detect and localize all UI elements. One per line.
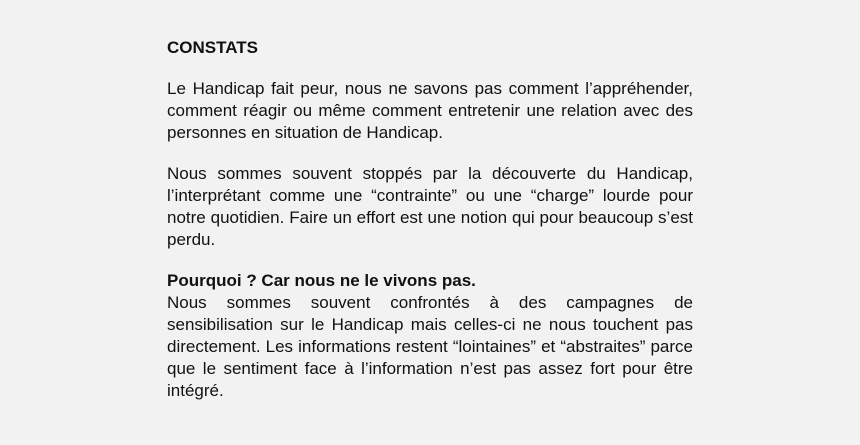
section-heading: CONSTATS <box>167 38 258 57</box>
text-column <box>167 37 693 402</box>
paragraph-intro: Le Handicap fait peur, nous ne savons pas comment l’appréhender, comment réagir ou même comment entretenir une relation avec des personnes en situation de Handicap. <box>167 79 693 142</box>
paragraph-discovery: Nous sommes souvent stoppés par la découverte du Handicap, l’interprétant comme une “contrainte” ou une “charge” lourde pour notre quotidien. Faire un effort est une notion qui pour beaucoup s’est perdu. <box>167 164 693 249</box>
paragraph-campaigns: Nous sommes souvent confrontés à des campagnes de sensibilisation sur le Handicap mais celles-ci ne nous touchent pas directement. Les informations restent “lointaines” et “abstraites” parce que le sentiment face à l’information n’est pas assez fort pour être intégré. <box>167 293 693 400</box>
section-subheading: Pourquoi ? Car nous ne le vivons pas. <box>167 271 476 290</box>
